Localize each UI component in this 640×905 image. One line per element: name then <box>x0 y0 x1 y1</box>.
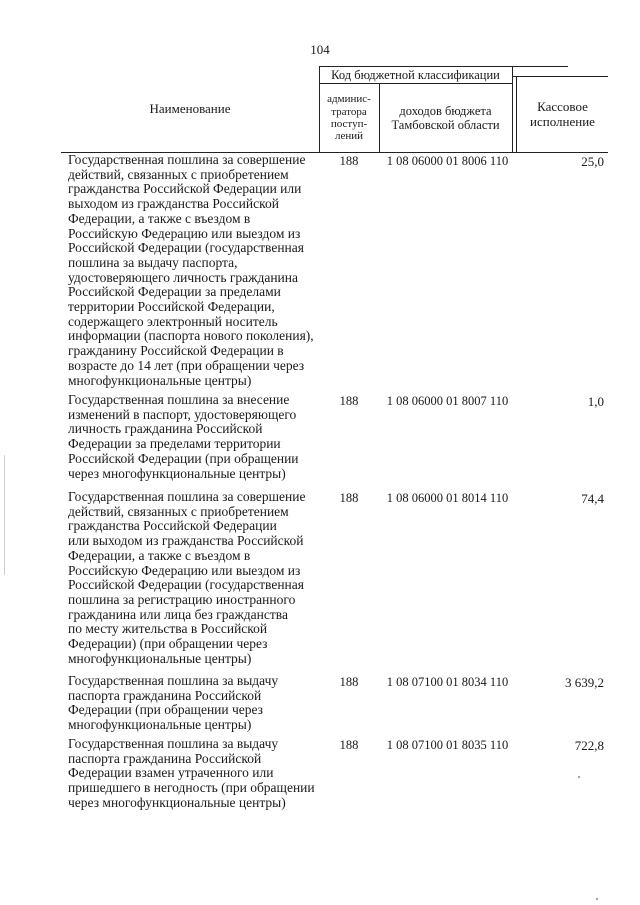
row-income-code: 1 08 07100 01 8034 110 <box>386 675 509 689</box>
row-admin-code: 188 <box>339 675 359 689</box>
row-amount: 722,8 <box>574 738 604 753</box>
header-amount <box>517 77 608 152</box>
row-name-line: Государственная пошлина за выдачу <box>68 673 279 688</box>
table-body <box>61 153 608 817</box>
row-admin-code: 188 <box>339 394 359 408</box>
header-code-group: Код бюджетной классификации <box>331 68 500 82</box>
row-name-line: через многофункциональные центры) <box>68 794 286 810</box>
row-amount: 3 639,2 <box>565 675 604 690</box>
header-admin-line: тратора <box>331 105 367 118</box>
row-name-line: содержащего электронный носитель <box>68 313 278 329</box>
table-row <box>61 393 608 490</box>
table-row <box>61 674 608 737</box>
row-name <box>61 674 319 737</box>
row-name-line: Федерации за пределами территории <box>68 436 281 452</box>
header-amount-line: исполнение <box>530 113 595 129</box>
row-name-line: многофункциональные центры) <box>68 372 252 388</box>
row-name-line: Федерации, а также с въездом в <box>68 547 251 563</box>
row-name-line: или выходом из гражданства Российской <box>68 533 304 549</box>
scan-speck <box>578 776 580 778</box>
row-name-line: удостоверяющего личность гражданина <box>68 269 298 285</box>
header-admin-line: админис- <box>327 93 371 106</box>
row-name-line: действий, связанных с приобретением <box>68 503 289 519</box>
row-name-line: гражданства Российской Федерации или <box>68 181 302 197</box>
row-name <box>61 393 319 490</box>
header-income-line: Тамбовской области <box>391 118 500 132</box>
row-name-line: гражданина или лица без гражданства <box>68 606 288 622</box>
scan-speck <box>4 455 5 575</box>
row-name-line: по месту жительства в Российской <box>68 621 268 637</box>
row-admin-code: 188 <box>339 154 359 168</box>
row-name-line: Государственная пошлина за выдачу <box>68 736 279 751</box>
row-name <box>61 153 319 393</box>
header-amount-line: Кассовое <box>537 98 588 114</box>
row-name-line: личность гражданина Российской <box>68 421 263 437</box>
header-income <box>379 84 512 152</box>
scan-speck <box>596 898 598 900</box>
header-income-line: доходов бюджета <box>399 104 492 118</box>
row-name-line: возрасте до 14 лет (при обращении через <box>68 357 305 373</box>
row-name-line: изменений в паспорт, удостоверяющего <box>68 406 297 422</box>
row-name-line: через многофункциональные центры) <box>68 465 286 481</box>
row-name-line: пришедшего в негодность (при обращении <box>68 780 315 796</box>
table-row <box>61 153 608 393</box>
row-amount: 25,0 <box>581 154 604 169</box>
row-name-line: многофункциональные центры) <box>68 650 252 666</box>
row-name-line: Федерации, а также с въездом в <box>68 210 251 226</box>
row-name <box>61 490 319 674</box>
row-name-line: территории Российской Федерации, <box>68 299 275 315</box>
row-amount: 1,0 <box>587 394 604 409</box>
row-name-line: Федерации) (при обращении через <box>68 636 268 652</box>
table-row <box>61 490 608 674</box>
page-number: 104 <box>310 42 330 57</box>
row-admin-code: 188 <box>339 738 359 752</box>
row-name-line: Российской Федерации (государственная <box>68 240 304 256</box>
row-name-line: паспорта гражданина Российской <box>68 687 262 703</box>
table-row <box>61 737 608 817</box>
row-income-code: 1 08 06000 01 8014 110 <box>386 491 509 505</box>
row-name <box>61 737 319 817</box>
row-name-line: выходом из гражданства Российской <box>68 196 279 212</box>
row-name-line: Федерации взамен утраченного или <box>68 765 274 781</box>
row-name-line: Российскую Федерацию или выездом из <box>68 225 301 241</box>
row-name-line: многофункциональные центры) <box>68 717 252 733</box>
row-name-line: действий, связанных с приобретением <box>68 166 289 182</box>
row-income-code: 1 08 07100 01 8035 110 <box>386 738 509 752</box>
row-name-line: паспорта гражданина Российской <box>68 750 262 766</box>
row-name-line: пошлина за выдачу паспорта, <box>68 254 238 270</box>
row-name-line: Государственная пошлина за совершение <box>68 152 306 167</box>
row-name-line: гражданину Российской Федерации в <box>68 343 284 359</box>
row-name-line: Российской Федерации за пределами <box>68 284 281 300</box>
row-name-line: пошлина за регистрацию иностранного <box>68 591 296 607</box>
table-header <box>61 66 608 153</box>
row-income-code: 1 08 06000 01 8006 110 <box>386 154 509 168</box>
header-border-income-right <box>512 66 513 153</box>
row-name-line: Российскую Федерацию или выездом из <box>68 562 301 578</box>
row-name-line: Российской Федерации (государственная <box>68 577 304 593</box>
row-name-line: гражданства Российской Федерации <box>68 518 277 534</box>
row-amount: 74,4 <box>581 491 604 506</box>
header-admin <box>319 84 379 152</box>
header-admin-line: лений <box>334 130 364 143</box>
row-name-line: Государственная пошлина за внесение <box>68 392 290 407</box>
row-income-code: 1 08 06000 01 8007 110 <box>386 394 509 408</box>
header-admin-line: поступ- <box>330 118 368 130</box>
row-name-line: Федерации (при обращении через <box>68 702 264 718</box>
row-name-line: Российской Федерации (при обращении <box>68 450 299 466</box>
row-name-line: информации (паспорта нового поколения), <box>68 328 314 344</box>
row-name-line: Государственная пошлина за совершение <box>68 489 306 504</box>
header-name: Наименование <box>149 101 231 117</box>
row-admin-code: 188 <box>339 491 359 505</box>
